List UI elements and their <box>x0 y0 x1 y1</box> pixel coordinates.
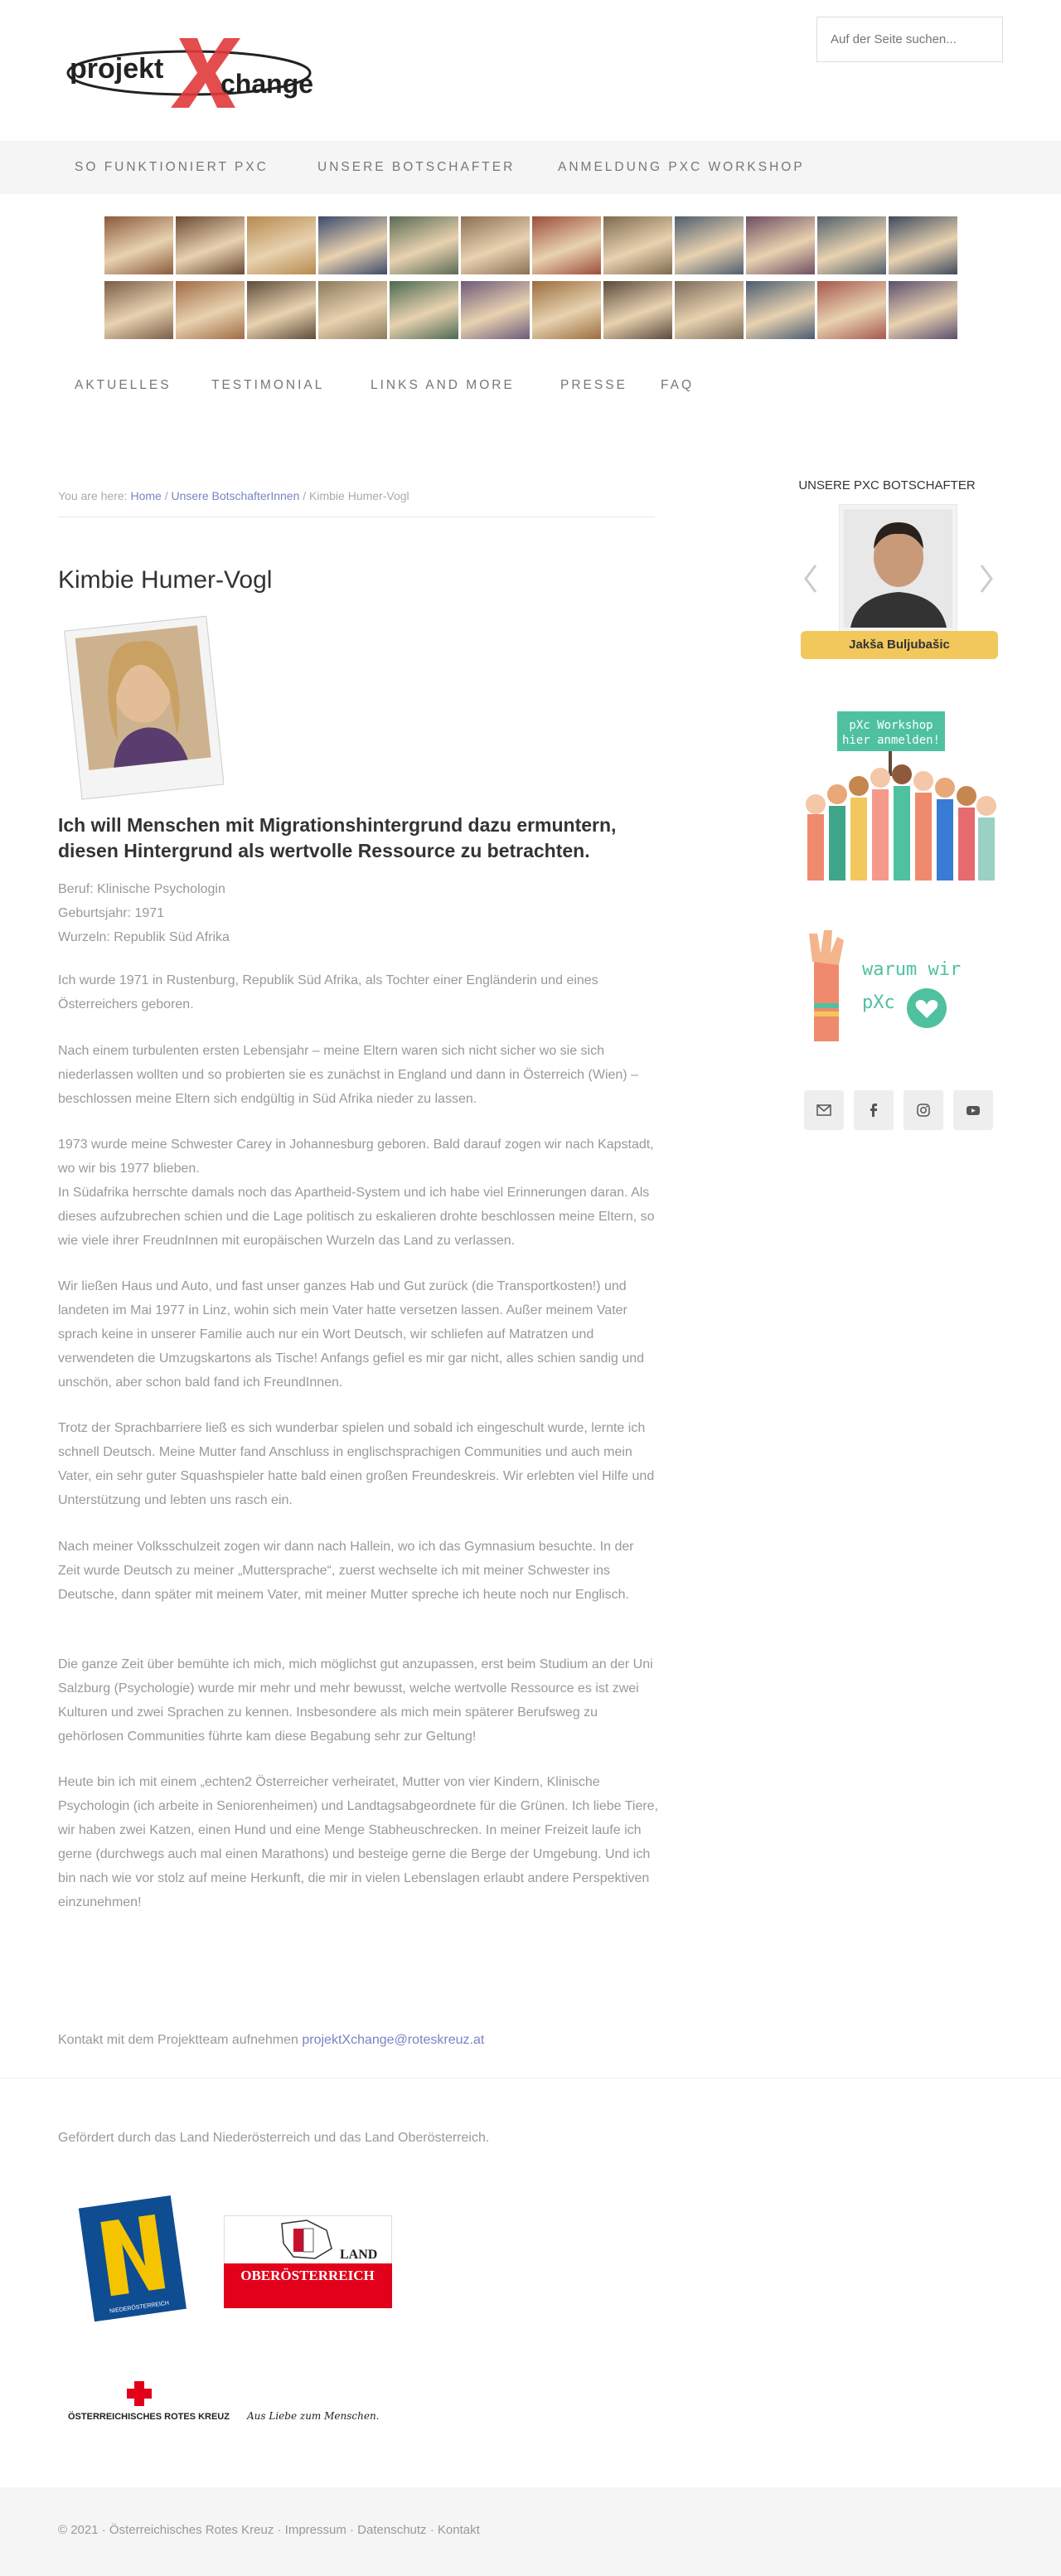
ambassador-name-button[interactable]: Jakša Buljubašic <box>801 631 998 659</box>
article-lead-quote: Ich will Menschen mit Migrationshintergrund dazu ermuntern, diesen Hintergrund als wertvolle Ressource zu betrachten. <box>58 814 617 861</box>
page-title: Kimbie Humer-Vogl <box>58 566 273 594</box>
article-paragraph: 1973 wurde meine Schwester Carey in Johannesburg geboren. Bald darauf zogen wir nach Kapstadt, wo wir bis 1977 blieben. In Südafrika herrschte damals noch das Apartheid-System und ich habe viel Erinnerungen daran. Als dieses aufzubrechen schien und die Lage politisch zu eskalieren drohte beschlossen meine Eltern, so wie viele ihrer FreudnInnen mit europäischen Wurzeln das Land zu verlassen. <box>58 1138 655 1248</box>
rk-logo-label: ÖSTERREICHISCHES ROTES KREUZ <box>68 2412 230 2422</box>
workshop-sign-line1: pXc Workshop <box>849 719 933 732</box>
breadcrumb-separator: / <box>161 489 172 502</box>
mosaic-photo-tile <box>746 281 815 339</box>
funding-note: Gefördert durch das Land Niederösterreich und das Land Oberösterreich. <box>58 2131 490 2145</box>
mosaic-photo-tile <box>889 216 957 274</box>
mosaic-photo-tile <box>817 281 886 339</box>
mosaic-photo-tile <box>532 216 601 274</box>
projektxchange-logo[interactable] <box>65 35 318 111</box>
workshop-signup-banner[interactable] <box>801 706 998 880</box>
secondary-navigation <box>0 365 1061 406</box>
rk-logo-slogan: Aus Liebe zum Menschen. <box>247 2410 380 2422</box>
breadcrumb-separator: / <box>299 489 310 502</box>
portrait-photo <box>58 614 224 804</box>
mosaic-photo-tile <box>104 281 173 339</box>
fact-roots: Wurzeln: Republik Süd Afrika <box>58 930 230 944</box>
fact-occupation: Beruf: Klinische Psychologin <box>58 882 225 896</box>
article-paragraph: Die ganze Zeit über bemühte ich mich, mich möglichst gut anzupassen, erst beim Studium an der Uni Salzburg (Psychologie) wurde mir mehr und mehr bewusst, welche wertvolle Ressource es ist zwei Kulturen und zwei Sprachen zu kennen. Insbesondere als mich mein späterer Berufsweg zu gehörlosen Communities führte kam diese Begabung sehr zur Geltung! <box>58 1657 653 1744</box>
instagram-icon <box>915 1102 932 1118</box>
rotes-kreuz-logo[interactable] <box>68 2381 391 2424</box>
breadcrumb-prefix: You are here: <box>58 489 131 502</box>
mosaic-photo-tile <box>889 281 957 339</box>
mosaic-photo-tile <box>247 281 316 339</box>
carousel-next-icon[interactable] <box>978 562 995 595</box>
warum-line2: pXc <box>862 992 895 1013</box>
primary-navigation <box>0 141 1061 194</box>
mosaic-photo-tile <box>461 281 530 339</box>
mosaic-photo-tile <box>603 216 672 274</box>
mosaic-photo-tile <box>390 216 458 274</box>
nav-links-and-more[interactable]: LINKS AND MORE <box>371 378 515 392</box>
mosaic-photo-tile <box>817 216 886 274</box>
ooe-logo-label-land: LAND <box>340 2248 378 2262</box>
article-facts <box>58 877 655 949</box>
footer-copyright: © 2021 · Österreichisches Rotes Kreuz · Impressum · Datenschutz · Kontakt <box>58 2523 480 2537</box>
oberoesterreich-logo[interactable] <box>224 2215 392 2308</box>
social-facebook-button[interactable] <box>854 1090 894 1130</box>
contact-text: Kontakt mit dem Projektteam aufnehmen <box>58 2033 303 2047</box>
ambassador-photo[interactable] <box>839 504 957 633</box>
nav-aktuelles[interactable]: AKTUELLES <box>75 378 172 392</box>
search-input[interactable] <box>816 17 1003 62</box>
mosaic-photo-tile <box>318 281 387 339</box>
nav-presse[interactable]: PRESSE <box>560 378 627 392</box>
raised-hands-icon <box>806 764 996 880</box>
social-youtube-button[interactable] <box>953 1090 993 1130</box>
facebook-icon <box>865 1102 882 1118</box>
social-instagram-button[interactable] <box>904 1090 943 1130</box>
mosaic-photo-tile <box>247 216 316 274</box>
article-paragraph: Nach meiner Volksschulzeit zogen wir dann nach Hallein, wo ich das Gymnasium besuchte. In der Zeit wurde Deutsch zu meiner „Muttersprache“, zuerst wechselte ich mit meiner Schwester ins Deutsche, dann später mit meinem Vater, mit meiner Mutter spreche ich heute noch nur Englisch. <box>58 1540 634 1602</box>
mosaic-photo-tile <box>176 216 245 274</box>
nav-anmeldung-pxc-workshop[interactable]: ANMELDUNG PXC WORKSHOP <box>558 160 805 174</box>
article-paragraph: Nach einem turbulenten ersten Lebensjahr – meine Eltern waren sich nicht sicher wo sie sich niederlassen wollten und so probierten sie es zunächst in England und dann in Österreich (Wien) – beschlossen meine Eltern sich endgültig in Süd Afrika nieder zu lassen. <box>58 1044 638 1106</box>
nav-testimonial[interactable]: TESTIMONIAL <box>211 378 325 392</box>
article-paragraph: Ich wurde 1971 in Rustenburg, Republik Süd Afrika, als Tochter einer Engländerin und eines Österreichers geboren. <box>58 973 598 1011</box>
ooe-logo-label-name: OBERÖSTERREICH <box>240 2268 375 2283</box>
breadcrumb-section-link[interactable]: Unsere BotschafterInnen <box>171 489 300 502</box>
logo-text-change: change <box>220 69 314 99</box>
raised-hand-icon <box>809 930 844 1041</box>
nav-unsere-botschafter[interactable]: UNSERE BOTSCHAFTER <box>317 160 516 174</box>
mosaic-photo-tile <box>318 216 387 274</box>
warum-line1: warum wir <box>862 959 962 980</box>
contact-line <box>58 2033 484 2048</box>
niederoesterreich-logo[interactable] <box>76 2193 191 2326</box>
nav-faq[interactable]: FAQ <box>661 378 695 392</box>
youtube-icon <box>965 1102 981 1118</box>
article-paragraph: Trotz der Sprachbarriere ließ es sich wunderbar spielen und sobald ich eingeschult wurde, lernte ich schnell Deutsch. Meine Mutter fand Anschluss in englischsprachigen Communities und auch mein Vater, ein sehr guter Squashspieler hatte bald einen großen Freundeskreis. Wir erlebten viel Hilfe und Unterstützung und lebten uns rasch ein. <box>58 1421 655 1507</box>
warum-wir-pxc-banner[interactable] <box>801 929 998 1045</box>
carousel-prev-icon[interactable] <box>802 562 819 595</box>
mail-icon <box>816 1102 832 1118</box>
mosaic-photo-tile <box>461 216 530 274</box>
mosaic-photo-tile <box>675 216 744 274</box>
sidebar-ambassadors-title: UNSERE PXC BOTSCHAFTER <box>798 478 976 492</box>
social-email-button[interactable] <box>804 1090 844 1130</box>
mosaic-photo-tile <box>532 281 601 339</box>
nav-so-funktioniert-pxc[interactable]: SO FUNKTIONIERT PXC <box>75 160 269 174</box>
contact-email-link[interactable]: projektXchange@roteskreuz.at <box>302 2033 485 2047</box>
breadcrumb <box>58 489 409 502</box>
mosaic-photo-tile <box>746 216 815 274</box>
noe-logo-label: NIEDERÖSTERREICH <box>109 2300 170 2315</box>
photo-mosaic-banner <box>104 216 957 339</box>
article-paragraph: Heute bin ich mit einem „echten2 Österreicher verheiratet, Mutter von vier Kindern, Klinische Psychologin (ich arbeite in Seniorenheimen) und Landtagsabgeordnete für die Grünen. Ich liebe Tiere, wir haben zwei Katzen, einen Hund und eine Menge Stabheuschrecken. In meiner Freizeit laufe ich gerne (durchwegs auch mal einen Marathons) und besteige gerne die Berge der Umgebung. Und ich bin nach wie vor stolz auf meine Herkunft, die mir in vielen Lebenslagen erlaubt andere Perspektiven einzunehmen! <box>58 1775 659 1909</box>
mosaic-photo-tile <box>104 216 173 274</box>
article-paragraph: Wir ließen Haus und Auto, und fast unser ganzes Hab und Gut zurück (die Transportkosten!) und landeten im Mai 1977 in Linz, wohin sich mein Vater hatte versetzen lassen. Außer meinem Vater sprach keine in unserer Familie auch nur ein Wort Deutsch, wir schliefen auf Matratzen und verwendeten die Umzugskartons als Tische! Anfangs gefiel es mir gar nicht, alles schien sandig und unschön, aber schon bald fand ich FreundInnen. <box>58 1279 645 1390</box>
workshop-sign-line2: hier anmelden! <box>841 734 941 747</box>
logo-text-projekt: projekt <box>70 53 164 85</box>
mosaic-photo-tile <box>390 281 458 339</box>
breadcrumb-home-link[interactable]: Home <box>130 489 162 502</box>
footer-divider <box>0 2078 1061 2079</box>
mosaic-photo-tile <box>603 281 672 339</box>
mosaic-photo-tile <box>675 281 744 339</box>
fact-birth-year: Geburtsjahr: 1971 <box>58 906 165 920</box>
breadcrumb-current: Kimbie Humer-Vogl <box>309 489 409 502</box>
mosaic-photo-tile <box>176 281 245 339</box>
